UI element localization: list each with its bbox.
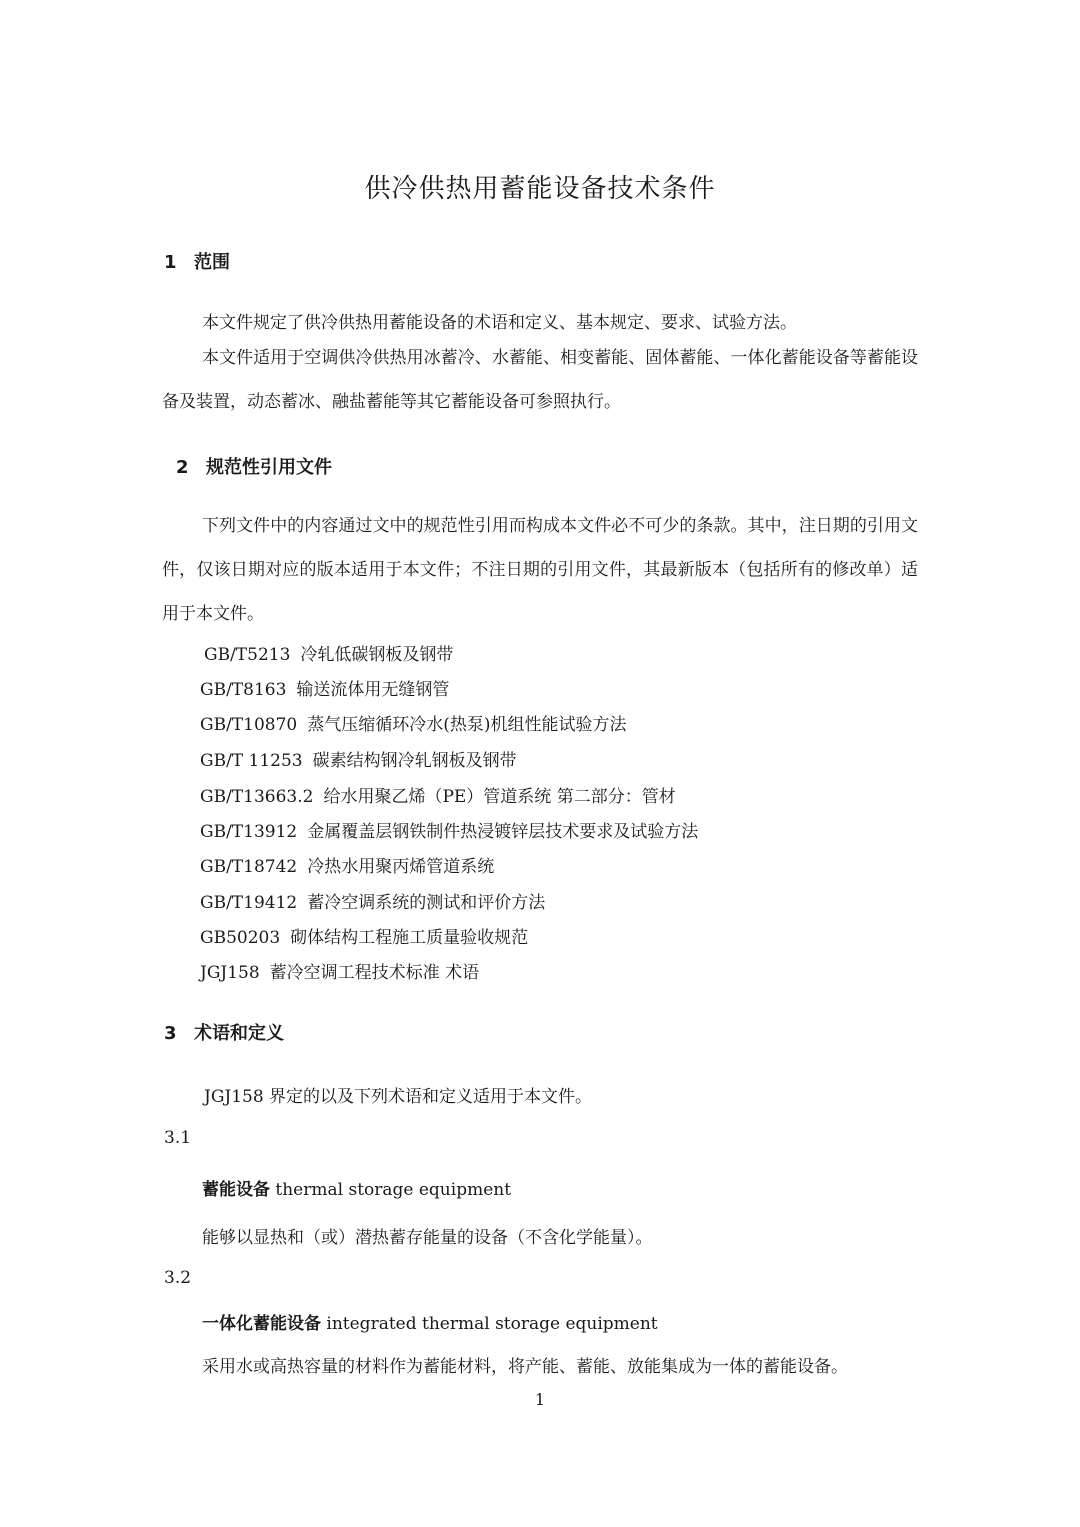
reference-code: GB/T13912: [200, 822, 298, 842]
reference-title: 砌体结构工程施工质量验收规范: [290, 928, 529, 948]
term-en: integrated thermal storage equipment: [326, 1314, 658, 1334]
reference-code: GB/T10870: [200, 715, 298, 735]
reference-code: GB/T13663.2: [200, 787, 314, 807]
reference-item: [200, 958, 479, 983]
term-entry: [202, 1175, 511, 1200]
term-en: thermal storage equipment: [275, 1180, 512, 1200]
term-definition: 采用水或高热容量的材料作为蓄能材料，将产能、蓄能、放能集成为一体的蓄能设备。: [202, 1357, 848, 1377]
reference-code: GB50203: [200, 928, 281, 948]
reference-code: GB/T8163: [200, 680, 287, 700]
paragraph: 本文件适用于空调供冷供热用冰蓄冷、水蓄能、相变蓄能、固体蓄能、一体化蓄能设备等蓄能设备及装置，动态蓄冰、融盐蓄能等其它蓄能设备可参照执行。: [162, 348, 918, 412]
reference-title: 冷轧低碳钢板及钢带: [300, 645, 454, 665]
term-definition: 能够以显热和（或）潜热蓄存能量的设备（不含化学能量）。: [202, 1228, 653, 1248]
document-title: 供冷供热用蓄能设备技术条件: [364, 174, 716, 204]
reference-title: 给水用聚乙烯（PE）管道系统 第二部分：管材: [323, 787, 676, 807]
reference-title: 金属覆盖层钢铁制件热浸镀锌层技术要求及试验方法: [307, 822, 699, 842]
section-title: 范围: [194, 252, 230, 273]
term-number: 3.1: [164, 1128, 192, 1148]
term-zh: 一体化蓄能设备: [202, 1314, 321, 1334]
reference-code: GB/T19412: [200, 893, 298, 913]
reference-item: [200, 817, 698, 842]
page-number: 1: [534, 1390, 546, 1409]
term-zh: 蓄能设备: [202, 1180, 270, 1200]
section-2-heading: [176, 453, 332, 479]
reference-item: [200, 782, 676, 807]
section-1-heading: [164, 248, 230, 274]
reference-title: 蓄冷空调系统的测试和评价方法: [307, 893, 546, 913]
term-number: 3.2: [164, 1268, 192, 1288]
section-number: 2: [176, 457, 189, 478]
reference-code: GB/T5213: [204, 645, 291, 665]
reference-title: 碳素结构钢冷轧钢板及钢带: [312, 751, 517, 771]
reference-item: [200, 746, 517, 771]
reference-title: 蒸气压缩循环冷水(热泵)机组性能试验方法: [307, 715, 627, 735]
reference-item: [200, 888, 545, 913]
section-number: 1: [164, 252, 177, 273]
reference-code: GB/T 11253: [200, 751, 303, 771]
reference-code: GB/T18742: [200, 857, 298, 877]
section-title: 规范性引用文件: [206, 457, 332, 478]
term-entry: [202, 1309, 658, 1334]
reference-item: [200, 923, 528, 948]
reference-title: 蓄冷空调工程技术标准 术语: [269, 963, 480, 983]
section-number: 3: [164, 1023, 177, 1044]
section-title: 术语和定义: [194, 1023, 284, 1044]
reference-item: [200, 710, 626, 735]
reference-code: JGJ158: [200, 963, 260, 983]
reference-item: [200, 675, 449, 700]
paragraph: JGJ158 界定的以及下列术语和定义适用于本文件。: [204, 1087, 593, 1107]
section-3-heading: [164, 1019, 284, 1045]
reference-item: [200, 852, 494, 877]
paragraph: 下列文件中的内容通过文中的规范性引用而构成本文件必不可少的条款。其中，注日期的引用文件，仅该日期对应的版本适用于本文件；不注日期的引用文件，其最新版本（包括所有的修改单）适用于本文件。: [162, 516, 918, 624]
reference-title: 输送流体用无缝钢管: [296, 680, 450, 700]
reference-item: [204, 640, 453, 665]
reference-title: 冷热水用聚丙烯管道系统: [307, 857, 495, 877]
paragraph: 本文件规定了供冷供热用蓄能设备的术语和定义、基本规定、要求、试验方法。: [202, 313, 797, 333]
